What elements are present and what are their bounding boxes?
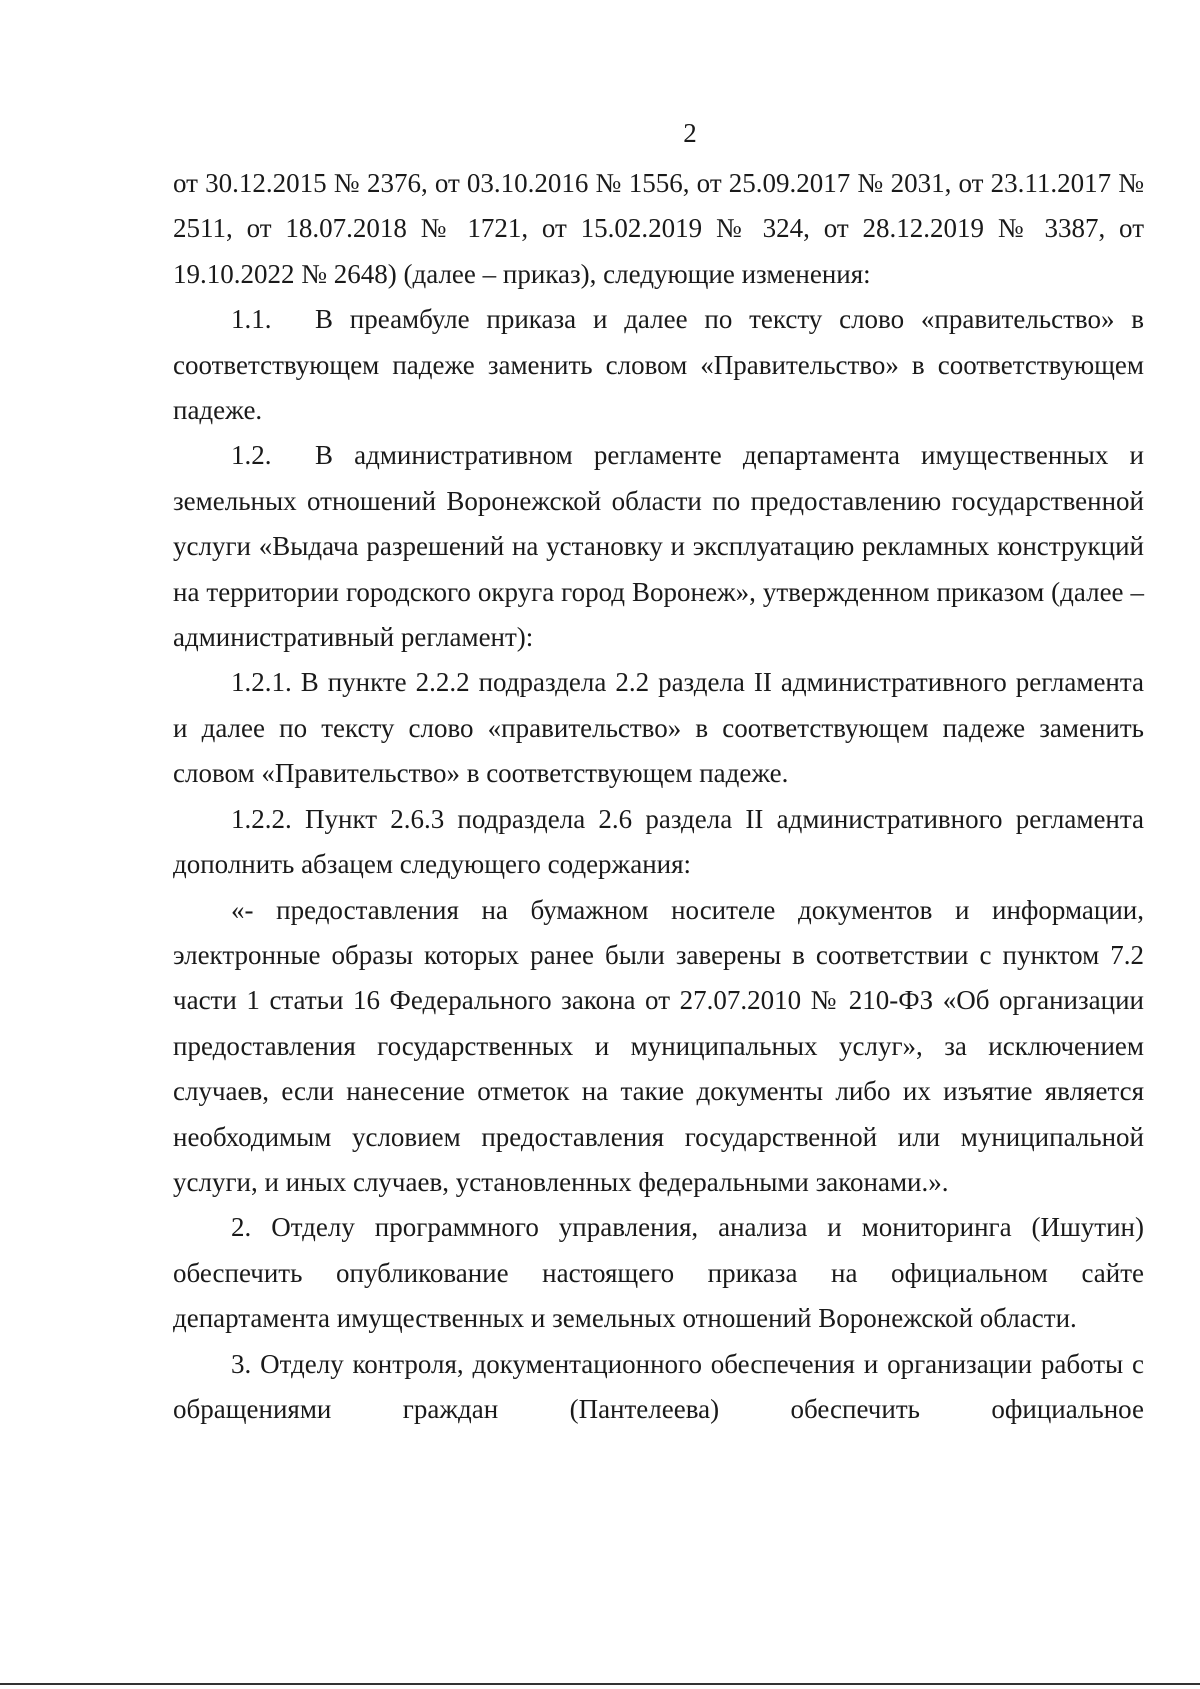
paragraph-1-2-2: [173, 797, 1144, 888]
paragraph-2: 2. Отделу программного управления, анализа и мониторинга (Ишутин) обеспечить опубликование настоящего приказа на официальном сайте департамента имущественных и земельных отношений Воронежской области.: [173, 1212, 1144, 1334]
paragraph-1-1: [173, 297, 1144, 433]
paragraph-continuation: от 30.12.2015 № 2376, от 03.10.2016 № 1556, от 25.09.2017 № 2031, от 23.11.2017 № 2511, от 18.07.2018 № 1721, от 15.02.2019 № 324, от 28.12.2019 № 3387, от 19.10.2022 № 2648) (далее – приказ), следующие изменения:: [173, 168, 1144, 289]
item-number: 1.2.: [231, 440, 272, 471]
paragraph-1-2-1: 1.2.1. В пункте 2.2.2 подраздела 2.2 раздела II административного регламента и далее по тексту слово «правительство» в соответствующем падеже заменить словом «Правительство» в соответствующем падеже.: [173, 667, 1144, 789]
page-number: 2: [683, 118, 697, 148]
paragraph-quoted-addition: «- предоставления на бумажном носителе документов и информации, электронные образы которых ранее были заверены в соответствии с пунктом 7.2 части 1 статьи 16 Федерального закона от 27.07.2010 № 210-ФЗ «Об организации предоставления государственных и муниципальных услуг», за исключением случаев, если нанесение отметок на такие документы либо их изъятие является необходимым условием предоставления государственной или муниципальной услуги, и иных случаев, установленных федеральными законами.».: [173, 894, 1144, 1197]
item-text: В административном регламенте департамента имущественных и земельных отношений Воронежской области по предоставлению государственной услуги «Выдача разрешений на установку и эксплуатацию рекламных конструкций на территории городского округа город Воронеж», утвержденном приказом (далее – административный регламент):: [173, 440, 1144, 653]
item-text: В преамбуле приказа и далее по тексту слово «правительство» в соответствующем падеже заменить словом «Правительство» в соответствующем падеже.: [173, 304, 1144, 426]
paragraph-3: 3. Отделу контроля, документационного обеспечения и организации работы с обращениями граждан (Пантелеева) обеспечить официальное: [173, 1348, 1144, 1424]
item-number: 1.1.: [231, 304, 272, 335]
item-number: 1.2.2.: [231, 803, 292, 834]
document-body: [173, 161, 1144, 1432]
item-text: Пункт 2.6.3 подраздела 2.6 раздела II административного регламента дополнить абзацем следующего содержания:: [173, 803, 1144, 880]
paragraph-1-2: [173, 433, 1144, 660]
page-bottom-edge: [0, 1683, 1200, 1685]
